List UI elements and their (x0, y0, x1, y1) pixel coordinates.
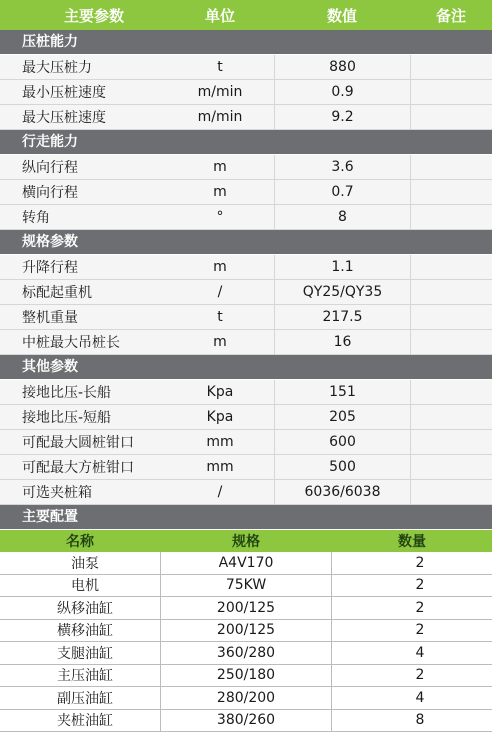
param-remark (410, 305, 492, 329)
table-row (0, 305, 492, 330)
config-spec: 200/125 (160, 597, 332, 619)
table-row (0, 155, 492, 180)
section-title: 压桩能力 (0, 30, 492, 55)
section-title-config: 主要配置 (0, 505, 492, 530)
config-name: 电机 (71, 578, 99, 595)
config-row (0, 710, 492, 733)
param-name: 可选夹桩箱 (22, 485, 92, 501)
header-remark: 备注 (435, 6, 466, 25)
param-remark (410, 255, 492, 279)
param-value: 16 (274, 330, 410, 354)
param-remark (410, 105, 492, 129)
config-row (0, 552, 492, 575)
config-qty: 4 (415, 644, 425, 661)
param-value: 0.7 (274, 180, 410, 204)
header-value: 数值 (326, 6, 357, 25)
param-remark (410, 180, 492, 204)
param-remark (410, 405, 492, 429)
config-spec: 360/280 (160, 642, 332, 664)
param-remark (410, 330, 492, 354)
config-qty: 8 (415, 712, 425, 729)
param-value: 0.9 (274, 80, 410, 104)
config-spec: A4V170 (160, 552, 332, 574)
param-unit: m (213, 159, 227, 175)
param-name: 接地比压-短船 (22, 410, 112, 426)
param-unit: t (217, 309, 223, 325)
config-row (0, 687, 492, 710)
param-name: 可配最大方桩钳口 (22, 460, 134, 476)
config-spec: 200/125 (160, 620, 332, 642)
param-remark (410, 430, 492, 454)
config-rows (0, 552, 492, 732)
section-title: 其他参数 (0, 355, 492, 380)
param-unit: Kpa (206, 409, 234, 425)
table-row (0, 80, 492, 105)
param-unit: m (213, 259, 227, 275)
table-row (0, 430, 492, 455)
param-unit: Kpa (206, 384, 234, 400)
param-unit: m (213, 184, 227, 200)
param-remark (410, 205, 492, 229)
param-unit: / (217, 484, 223, 500)
config-header-name: 名称 (66, 534, 94, 550)
table-row (0, 105, 492, 130)
section-title: 规格参数 (0, 230, 492, 255)
table-header (0, 0, 492, 30)
param-name: 最小压桩速度 (22, 85, 106, 101)
config-spec: 250/180 (160, 665, 332, 687)
config-row (0, 620, 492, 643)
config-qty: 2 (415, 599, 425, 616)
header-param: 主要参数 (64, 6, 125, 25)
config-qty: 2 (415, 622, 425, 639)
param-name: 横向行程 (22, 185, 78, 201)
param-value: 500 (274, 455, 410, 479)
param-sections (0, 30, 492, 505)
param-unit: t (217, 59, 223, 75)
param-unit: m/min (197, 109, 243, 125)
config-row (0, 642, 492, 665)
param-value: 8 (274, 205, 410, 229)
param-unit: m (213, 334, 227, 350)
param-name: 可配最大圆桩钳口 (22, 435, 134, 451)
config-qty: 2 (415, 554, 425, 571)
config-qty: 4 (415, 689, 425, 706)
param-unit: mm (206, 434, 234, 450)
table-row (0, 330, 492, 355)
param-name: 中桩最大吊桩长 (22, 335, 120, 351)
param-value: 880 (274, 55, 410, 79)
param-remark (410, 380, 492, 404)
table-row (0, 55, 492, 80)
table-row (0, 455, 492, 480)
param-remark (410, 80, 492, 104)
param-unit: / (217, 284, 223, 300)
config-row (0, 597, 492, 620)
config-spec: 280/200 (160, 687, 332, 709)
param-remark (410, 480, 492, 504)
param-unit: mm (206, 459, 234, 475)
param-remark (410, 280, 492, 304)
param-value: 6036/6038 (274, 480, 410, 504)
param-name: 接地比压-长船 (22, 385, 112, 401)
param-name: 最大压桩速度 (22, 110, 106, 126)
config-name: 油泵 (71, 555, 99, 572)
table-row (0, 480, 492, 505)
config-name: 主压油缸 (57, 668, 113, 685)
table-row (0, 255, 492, 280)
param-name: 标配起重机 (22, 285, 92, 301)
config-name: 副压油缸 (57, 690, 113, 707)
table-row (0, 205, 492, 230)
config-row (0, 575, 492, 598)
param-value: 1.1 (274, 255, 410, 279)
config-name: 支腿油缸 (57, 645, 113, 662)
config-name: 纵移油缸 (57, 600, 113, 617)
config-qty: 2 (415, 667, 425, 684)
param-unit: ° (216, 209, 224, 225)
config-name: 夹桩油缸 (57, 713, 113, 730)
param-value: 151 (274, 380, 410, 404)
config-qty: 2 (415, 577, 425, 594)
table-row (0, 380, 492, 405)
param-name: 整机重量 (22, 310, 78, 326)
table-row (0, 280, 492, 305)
param-name: 最大压桩力 (22, 60, 92, 76)
header-unit: 单位 (204, 6, 235, 25)
param-value: 3.6 (274, 155, 410, 179)
param-value: 600 (274, 430, 410, 454)
param-value: QY25/QY35 (274, 280, 410, 304)
config-header (0, 530, 492, 552)
config-header-spec: 规格 (232, 534, 260, 550)
param-value: 205 (274, 405, 410, 429)
param-name: 纵向行程 (22, 160, 78, 176)
config-row (0, 665, 492, 688)
param-name: 升降行程 (22, 260, 78, 276)
param-name: 转角 (22, 210, 50, 226)
param-value: 217.5 (274, 305, 410, 329)
table-row (0, 180, 492, 205)
section-title: 行走能力 (0, 130, 492, 155)
param-remark (410, 155, 492, 179)
param-value: 9.2 (274, 105, 410, 129)
param-unit: m/min (197, 84, 243, 100)
param-remark (410, 55, 492, 79)
config-name: 横移油缸 (57, 623, 113, 640)
config-spec: 380/260 (160, 710, 332, 732)
param-remark (410, 455, 492, 479)
config-header-qty: 数量 (398, 534, 426, 550)
config-spec: 75KW (160, 575, 332, 597)
table-row (0, 405, 492, 430)
